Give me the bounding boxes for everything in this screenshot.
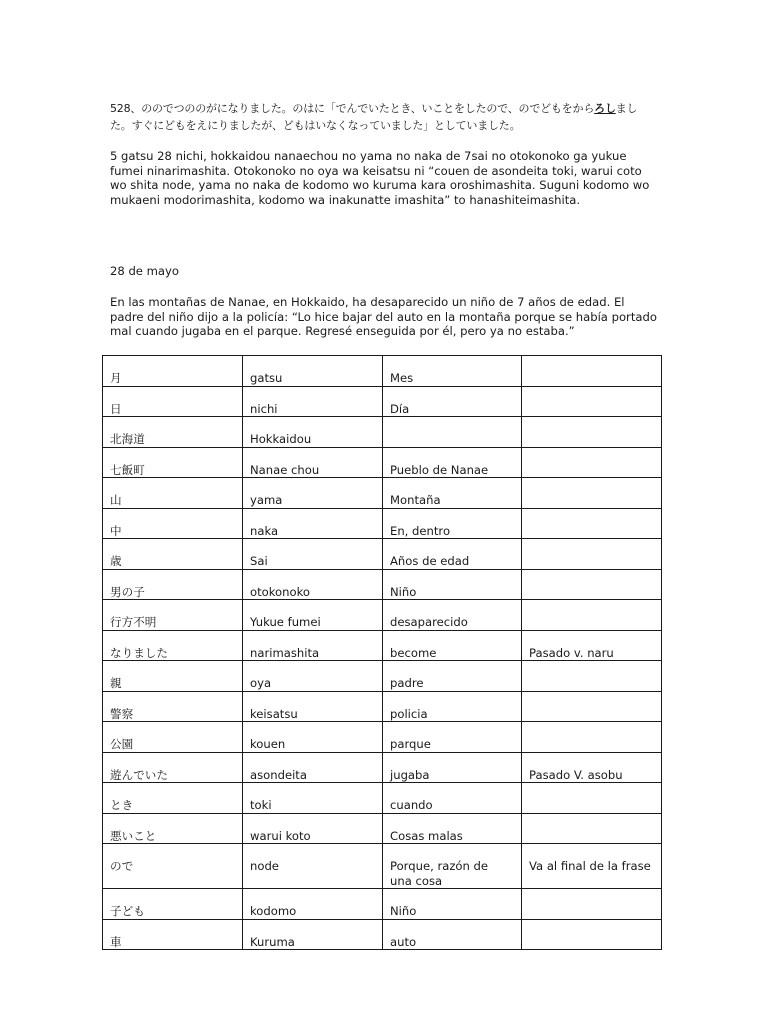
note-cell: [522, 691, 662, 722]
kanji-cell: 行方不明: [103, 600, 243, 631]
meaning-cell: jugaba: [383, 752, 522, 783]
table-row: [103, 569, 662, 600]
table-row: [103, 661, 662, 692]
kanji-cell: 遊んでいた: [103, 752, 243, 783]
meaning-cell: Porque, razón de una cosa: [383, 844, 522, 889]
romaji-cell: warui koto: [243, 813, 383, 844]
romaji-cell: naka: [243, 508, 383, 539]
meaning-cell: padre: [383, 661, 522, 692]
kanji-cell: なりました: [103, 630, 243, 661]
meaning-cell: Años de edad: [383, 539, 522, 570]
meaning-cell: Pueblo de Nanae: [383, 447, 522, 478]
meaning-cell: desaparecido: [383, 600, 522, 631]
meaning-cell: parque: [383, 722, 522, 753]
table-row: [103, 813, 662, 844]
romaji-cell: nichi: [243, 386, 383, 417]
table-row: [103, 386, 662, 417]
note-cell: [522, 386, 662, 417]
spanish-paragraph: En las montañas de Nanae, en Hokkaido, ha desaparecido un niño de 7 años de edad. El padre del niño dijo a la policía: “Lo hice bajar del auto en la montaña porque se había portado mal cuando jugaba en el parque. Regresé enseguida por él, pero ya no estaba.”: [110, 295, 657, 338]
kanji-cell: 山: [103, 478, 243, 509]
table-row: [103, 889, 662, 920]
kanji-cell: 警察: [103, 691, 243, 722]
vocabulary-table: [102, 355, 662, 950]
note-cell: Va al final de la frase: [522, 844, 662, 889]
romaji-cell: yama: [243, 478, 383, 509]
table-row: [103, 600, 662, 631]
romaji-cell: gatsu: [243, 356, 383, 387]
table-row: [103, 752, 662, 783]
kanji-cell: 親: [103, 661, 243, 692]
meaning-cell: become: [383, 630, 522, 661]
japanese-text-end: ました。すぐにどもをえにりましたが、どもはいなくなっていました」としていました。: [110, 102, 638, 132]
note-cell: [522, 600, 662, 631]
note-cell: [522, 783, 662, 814]
meaning-cell: [383, 417, 522, 448]
kanji-cell: 歳: [103, 539, 243, 570]
romaji-cell: toki: [243, 783, 383, 814]
note-cell: [522, 889, 662, 920]
romaji-cell: kouen: [243, 722, 383, 753]
kanji-cell: とき: [103, 783, 243, 814]
meaning-cell: Niño: [383, 569, 522, 600]
meaning-cell: Cosas malas: [383, 813, 522, 844]
table-row: [103, 508, 662, 539]
kanji-cell: ので: [103, 844, 243, 889]
meaning-cell: policia: [383, 691, 522, 722]
meaning-cell: Montaña: [383, 478, 522, 509]
note-cell: [522, 661, 662, 692]
japanese-paragraph: [110, 100, 658, 134]
table-row: [103, 844, 662, 889]
note-cell: [522, 813, 662, 844]
romaji-cell: Yukue fumei: [243, 600, 383, 631]
note-cell: [522, 478, 662, 509]
table-row: [103, 630, 662, 661]
kanji-cell: 車: [103, 919, 243, 950]
note-cell: [522, 919, 662, 950]
japanese-underlined-text: ろし: [594, 102, 616, 115]
romaji-cell: asondeita: [243, 752, 383, 783]
note-cell: [522, 569, 662, 600]
romaji-cell: narimashita: [243, 630, 383, 661]
meaning-cell: En, dentro: [383, 508, 522, 539]
table-row: [103, 783, 662, 814]
romaji-cell: Kuruma: [243, 919, 383, 950]
note-cell: Pasado v. naru: [522, 630, 662, 661]
kanji-cell: 男の子: [103, 569, 243, 600]
kanji-cell: 日: [103, 386, 243, 417]
table-row: [103, 478, 662, 509]
meaning-cell: Niño: [383, 889, 522, 920]
romaji-cell: Nanae chou: [243, 447, 383, 478]
kanji-cell: 北海道: [103, 417, 243, 448]
note-cell: [522, 539, 662, 570]
meaning-cell: Mes: [383, 356, 522, 387]
table-row: [103, 722, 662, 753]
note-cell: [522, 417, 662, 448]
romaji-paragraph: 5 gatsu 28 nichi, hokkaidou nanaechou no yama no naka de 7sai no otokonoko ga yukue fumei ninarimashita. Otokonoko no oya wa keisatsu ni “couen de asondeita toki, warui coto wo shita node, yama no naka de kodomo wo kuruma kara oroshimashita. Suguni kodomo wo mukaeni modorimashita, kodomo wa inakunatte imashita” to hanashiteimashita.: [110, 149, 650, 207]
note-cell: Pasado V. asobu: [522, 752, 662, 783]
note-cell: [522, 447, 662, 478]
kanji-cell: 悪いこと: [103, 813, 243, 844]
romaji-cell: oya: [243, 661, 383, 692]
meaning-cell: cuando: [383, 783, 522, 814]
kanji-cell: 公園: [103, 722, 243, 753]
note-cell: [522, 356, 662, 387]
date-line: 28 de mayo: [110, 264, 179, 278]
romaji-cell: node: [243, 844, 383, 889]
table-row: [103, 691, 662, 722]
table-row: [103, 539, 662, 570]
romaji-cell: otokonoko: [243, 569, 383, 600]
table-row: [103, 919, 662, 950]
note-cell: [522, 722, 662, 753]
kanji-cell: 月: [103, 356, 243, 387]
romaji-cell: Hokkaidou: [243, 417, 383, 448]
romaji-cell: keisatsu: [243, 691, 383, 722]
meaning-cell: auto: [383, 919, 522, 950]
japanese-text-start: 528、ののでつののがになりました。のはに「でんでいたとき、いことをしたので、のでどもをから: [110, 102, 595, 115]
kanji-cell: 子ども: [103, 889, 243, 920]
kanji-cell: 七飯町: [103, 447, 243, 478]
table-row: [103, 356, 662, 387]
romaji-cell: kodomo: [243, 889, 383, 920]
kanji-cell: 中: [103, 508, 243, 539]
meaning-cell: Día: [383, 386, 522, 417]
note-cell: [522, 508, 662, 539]
table-row: [103, 417, 662, 448]
table-row: [103, 447, 662, 478]
romaji-cell: Sai: [243, 539, 383, 570]
